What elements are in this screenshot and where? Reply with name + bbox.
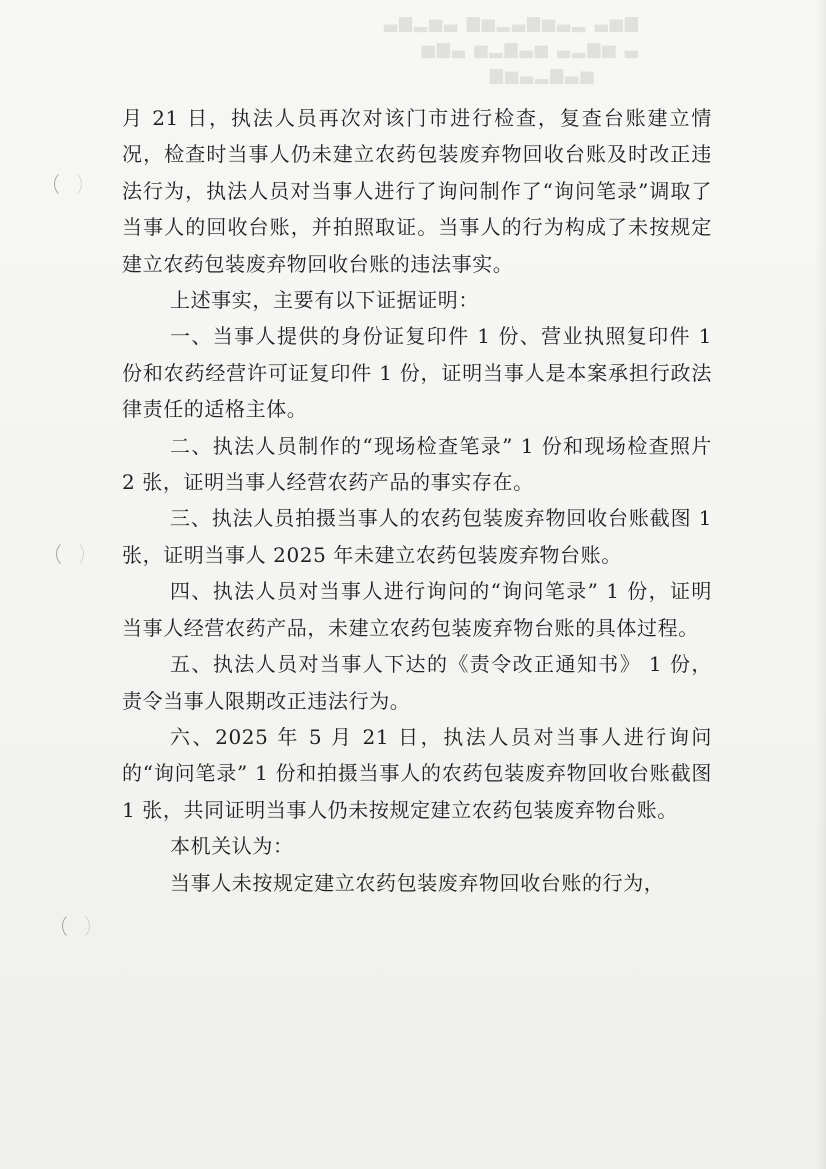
punch-hole-mark-3 — [62, 912, 90, 940]
paragraph-authority-finding: 本机关认为： — [170, 834, 294, 859]
paragraph-evidence-6: 六、2025 年 5 月 21 日，执法人员对当事人进行询问的“询问笔录” 1 份和拍摄当事人的农药包装废弃物回收台账截图 1 张，共同证明当事人仍未按规定建立农药包装废弃物台账。 — [122, 724, 712, 822]
paragraph-evidence-intro: 上述事实，主要有以下证据证明： — [170, 288, 479, 313]
paragraph-evidence-4: 四、执法人员对当事人进行询问的“询问笔录” 1 份，证明当事人经营农药产品，未建立农药包装废弃物台账的具体过程。 — [122, 579, 712, 640]
paragraph-evidence-3: 三、执法人员拍摄当事人的农药包装废弃物回收台账截图 1 张，证明当事人 2025 年未建立农药包装废弃物台账。 — [122, 506, 712, 567]
punch-hole-mark-1 — [54, 170, 82, 198]
paragraph-facts-summary: 月 21 日，执法人员再次对该门市进行检查，复查台账建立情况，检查时当事人仍未建立农药包装废弃物回收台账及时改正违法行为，执法人员对当事人进行了询问制作了“询问笔录”调取了当事人的回收台账，并拍照取证。当事人的行为构成了未按规定建立农药包装废弃物回收台账的违法事实。 — [122, 106, 712, 276]
bleed-through-shadow: ▆▅▃ ▂▃▅▆▃▂▅▆ ▃▅▂▆▃ ▃ ▅▆▂▃ ▅▃▆▂▅ ▃▆▅ ▅▃▆▂▃▅▆ — [382, 13, 638, 85]
punch-hole-mark-2 — [56, 540, 84, 568]
paragraph-conclusion-start: 当事人未按规定建立农药包装废弃物回收台账的行为， — [170, 870, 665, 895]
paragraph-evidence-5: 五、执法人员对当事人下达的《责令改正通知书》 1 份，责令当事人限期改正违法行为。 — [122, 652, 712, 713]
page-edge-shadow — [816, 0, 826, 1169]
paragraph-evidence-1: 一、当事人提供的身份证复印件 1 份、营业执照复印件 1 份和农药经营许可证复印件 1 份，证明当事人是本案承担行政法律责任的适格主体。 — [122, 324, 712, 422]
paragraph-evidence-2: 二、执法人员制作的“现场检查笔录” 1 份和现场检查照片 2 张，证明当事人经营农药产品的事实存在。 — [122, 433, 712, 495]
document-body — [122, 100, 712, 901]
